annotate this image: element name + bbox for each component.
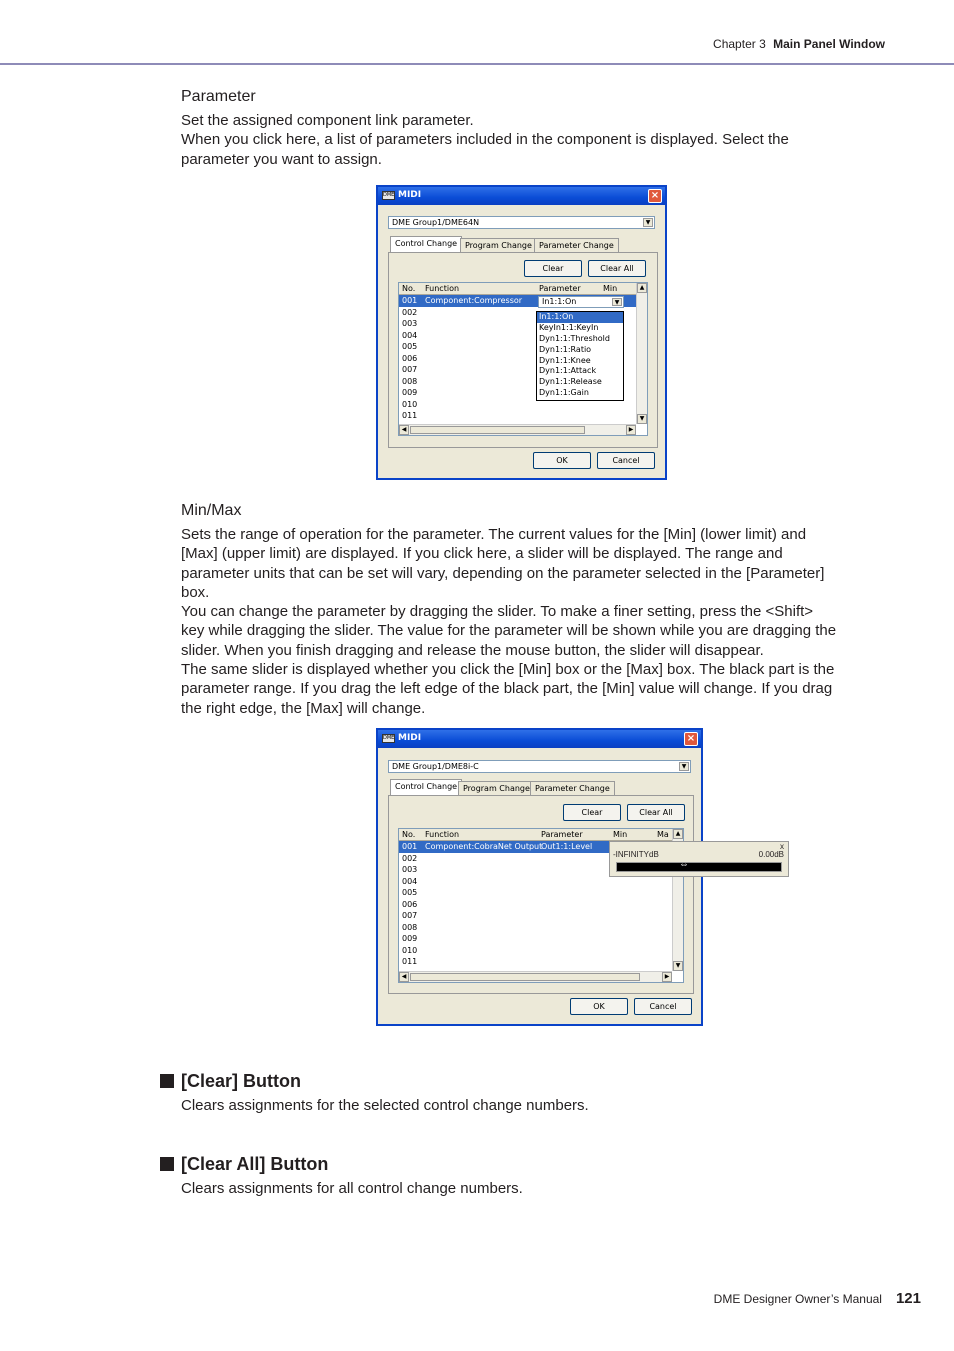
- title-bar: [378, 730, 701, 748]
- device-select[interactable]: [388, 760, 691, 773]
- chevron-down-icon[interactable]: ▼: [643, 218, 653, 227]
- device-value: DME Group1/DME8i-C: [392, 762, 479, 771]
- section-bullet-icon: [160, 1157, 174, 1171]
- clear-button[interactable]: Clear: [524, 260, 582, 277]
- text-line: [Max] (upper limit) are displayed. If you click here, a slider will be displayed. The range and: [181, 545, 783, 563]
- window-title: MIDI: [398, 190, 422, 200]
- midi-dialog-parameter: [376, 185, 667, 480]
- row-number: 007: [402, 365, 418, 374]
- clear-button-section: [160, 1070, 301, 1092]
- minmax-heading: Min/Max: [181, 502, 242, 519]
- text-line: Sets the range of operation for the parameter. The current values for the [Min] (lower limit) and: [181, 526, 807, 543]
- parameter-heading: Parameter: [181, 88, 256, 105]
- parameter-select[interactable]: [538, 296, 624, 308]
- row-number: 008: [402, 922, 418, 932]
- scroll-down-icon[interactable]: ▼: [637, 414, 647, 424]
- parameter-dropdown-list: [536, 311, 624, 401]
- ok-button[interactable]: OK: [570, 998, 628, 1015]
- row-number: 003: [402, 319, 418, 328]
- tab-area: [388, 781, 694, 994]
- row-function: Component:Compressor: [425, 296, 523, 305]
- scroll-left-icon[interactable]: ◀: [399, 972, 409, 982]
- header-rule: [0, 63, 954, 65]
- row-number: 003: [402, 865, 418, 874]
- minmax-description: [181, 525, 886, 718]
- tab-control-change[interactable]: Control Change: [390, 236, 462, 252]
- dropdown-option[interactable]: Dyn1:1:Attack: [539, 366, 597, 376]
- chevron-down-icon[interactable]: ▼: [612, 298, 622, 306]
- tab-parameter-change[interactable]: Parameter Change: [530, 781, 615, 795]
- dropdown-option[interactable]: Dyn1:1:Gain: [539, 388, 589, 398]
- clear-all-button[interactable]: Clear All: [588, 260, 646, 277]
- row-number: 004: [402, 876, 418, 886]
- ok-button[interactable]: OK: [533, 452, 591, 469]
- minmax-section: [181, 501, 886, 718]
- table-row[interactable]: [399, 410, 647, 422]
- row-number: 008: [402, 376, 418, 386]
- slider-track[interactable]: [616, 859, 782, 872]
- text-line: Set the assigned component link parameter.: [181, 112, 474, 129]
- row-number: 011: [402, 411, 418, 420]
- row-number: 010: [402, 945, 418, 955]
- text-line: slider. When you finish dragging and release the mouse button, the slider will disappear.: [181, 641, 764, 659]
- row-number: 002: [402, 853, 418, 863]
- dropdown-option[interactable]: Dyn1:1:Knee: [539, 355, 591, 365]
- tab-parameter-change[interactable]: Parameter Change: [534, 238, 619, 252]
- page-footer: [714, 1290, 921, 1307]
- resize-cursor-icon: ⇔: [679, 859, 689, 870]
- dropdown-option[interactable]: In1:1:On: [537, 312, 623, 323]
- tab-control-change[interactable]: Control Change: [390, 779, 462, 795]
- parameter-section: [181, 87, 886, 169]
- column-header: Function: [425, 284, 460, 293]
- clear-all-description: Clears assignments for all control change numbers.: [181, 1180, 523, 1197]
- device-value: DME Group1/DME64N: [392, 218, 480, 227]
- column-header: Parameter: [541, 830, 583, 839]
- close-button[interactable]: ×: [684, 732, 698, 746]
- clear-all-button[interactable]: Clear All: [627, 804, 685, 821]
- column-header: Min: [613, 830, 628, 839]
- window-title: MIDI: [398, 733, 422, 743]
- row-number: 001: [402, 842, 418, 851]
- row-number: 009: [402, 934, 418, 943]
- page-number: 121: [895, 1290, 921, 1307]
- row-parameter: Out1:1:Level: [541, 842, 593, 851]
- page-header: [713, 37, 885, 51]
- section-title: [Clear] Button: [181, 1071, 301, 1091]
- row-number: 007: [402, 911, 418, 920]
- app-icon: DME: [383, 192, 395, 198]
- table-row[interactable]: [399, 876, 683, 888]
- row-number: 009: [402, 388, 418, 397]
- row-number: 005: [402, 888, 418, 897]
- row-number: 001: [402, 296, 418, 305]
- row-number: 006: [402, 899, 418, 909]
- section-title: [Clear All] Button: [181, 1154, 329, 1174]
- scroll-left-icon[interactable]: ◀: [399, 425, 409, 435]
- clear-button[interactable]: Clear: [563, 804, 621, 821]
- row-number: 002: [402, 307, 418, 317]
- scroll-down-icon[interactable]: ▼: [673, 961, 683, 971]
- tab-program-change[interactable]: Program Change: [460, 238, 537, 252]
- table-row[interactable]: [399, 922, 683, 934]
- table-row[interactable]: [399, 887, 683, 899]
- text-line: You can change the parameter by dragging the slider. To make a finer setting, press the <Shift>: [181, 603, 814, 621]
- midi-dialog-minmax: [376, 728, 703, 1026]
- slider-range-bar[interactable]: [617, 863, 781, 871]
- close-icon[interactable]: x: [780, 842, 784, 851]
- section-bullet-icon: [160, 1074, 174, 1088]
- scroll-thumb[interactable]: [410, 426, 585, 434]
- table-row[interactable]: [399, 899, 683, 911]
- column-header: Parameter: [539, 284, 581, 293]
- parameter-description: [181, 111, 886, 169]
- clear-all-button-section: [160, 1153, 328, 1175]
- title-bar: [378, 187, 665, 205]
- tab-panel: [388, 795, 694, 994]
- scroll-up-icon[interactable]: ▲: [673, 829, 683, 839]
- text-line: the right edge, the [Max] will change.: [181, 699, 426, 717]
- horizontal-scrollbar[interactable]: [399, 971, 672, 982]
- cancel-button[interactable]: Cancel: [597, 452, 655, 469]
- scroll-up-icon[interactable]: ▲: [637, 283, 647, 293]
- column-header: Ma: [657, 830, 669, 839]
- text-line: key while dragging the slider. The value for the parameter will be shown while you are dragging the: [181, 622, 837, 640]
- text-line: parameter you want to assign.: [181, 150, 382, 168]
- dropdown-option[interactable]: Dyn1:1:Ratio: [539, 344, 592, 354]
- column-header: No.: [402, 830, 416, 839]
- slider-max-value: 0.00dB: [758, 850, 784, 859]
- table-header: [399, 283, 647, 295]
- row-number: 005: [402, 342, 418, 351]
- scroll-right-icon[interactable]: ▶: [626, 425, 636, 435]
- parameter-value: In1:1:On: [542, 297, 577, 306]
- cancel-button[interactable]: Cancel: [634, 998, 692, 1015]
- row-number: 004: [402, 330, 418, 340]
- vertical-scrollbar[interactable]: [636, 283, 647, 424]
- column-header: Min: [603, 284, 618, 293]
- range-slider-popup: [609, 841, 789, 877]
- manual-title: DME Designer Owner’s Manual: [713, 1292, 882, 1306]
- row-number: 011: [402, 957, 418, 966]
- text-line: When you click here, a list of parameters included in the component is displayed. Select the: [181, 131, 789, 149]
- row-function: Component:CobraNet Output: [425, 842, 543, 851]
- horizontal-scrollbar[interactable]: [399, 424, 636, 435]
- app-icon: DME: [383, 735, 395, 741]
- text-line: parameter range. If you drag the left edge of the black part, the [Min] value will change. If you drag: [181, 680, 833, 698]
- chapter-title: Main Panel Window: [773, 37, 885, 51]
- column-header: No.: [402, 284, 416, 293]
- table-row[interactable]: [399, 933, 683, 945]
- table-row[interactable]: [399, 945, 683, 957]
- text-line: parameter units that can be set will vary, depending on the parameter selected in the [Parameter]: [181, 564, 825, 582]
- slider-min-value: -INFINITYdB: [613, 850, 659, 859]
- dropdown-option[interactable]: KeyIn1:1:KeyIn: [539, 322, 599, 332]
- row-number: 010: [402, 399, 418, 409]
- scroll-thumb[interactable]: [410, 973, 640, 981]
- close-button[interactable]: ×: [648, 189, 662, 203]
- dropdown-option[interactable]: Dyn1:1:Threshold: [539, 333, 610, 343]
- chevron-down-icon[interactable]: ▼: [679, 762, 689, 771]
- row-number: 006: [402, 353, 418, 363]
- table-header: [399, 829, 683, 841]
- dropdown-option[interactable]: Dyn1:1:Release: [539, 377, 602, 387]
- text-line: The same slider is displayed whether you click the [Min] box or the [Max] box. The black part is the: [181, 661, 835, 679]
- column-header: Function: [425, 830, 460, 839]
- table-row[interactable]: [399, 910, 683, 922]
- scroll-right-icon[interactable]: ▶: [662, 972, 672, 982]
- tab-program-change[interactable]: Program Change: [458, 781, 535, 795]
- text-line: box.: [181, 583, 210, 601]
- table-row[interactable]: [399, 956, 683, 968]
- device-select[interactable]: [388, 216, 655, 229]
- clear-description: Clears assignments for the selected control change numbers.: [181, 1097, 589, 1114]
- chapter-label: Chapter 3: [713, 37, 766, 51]
